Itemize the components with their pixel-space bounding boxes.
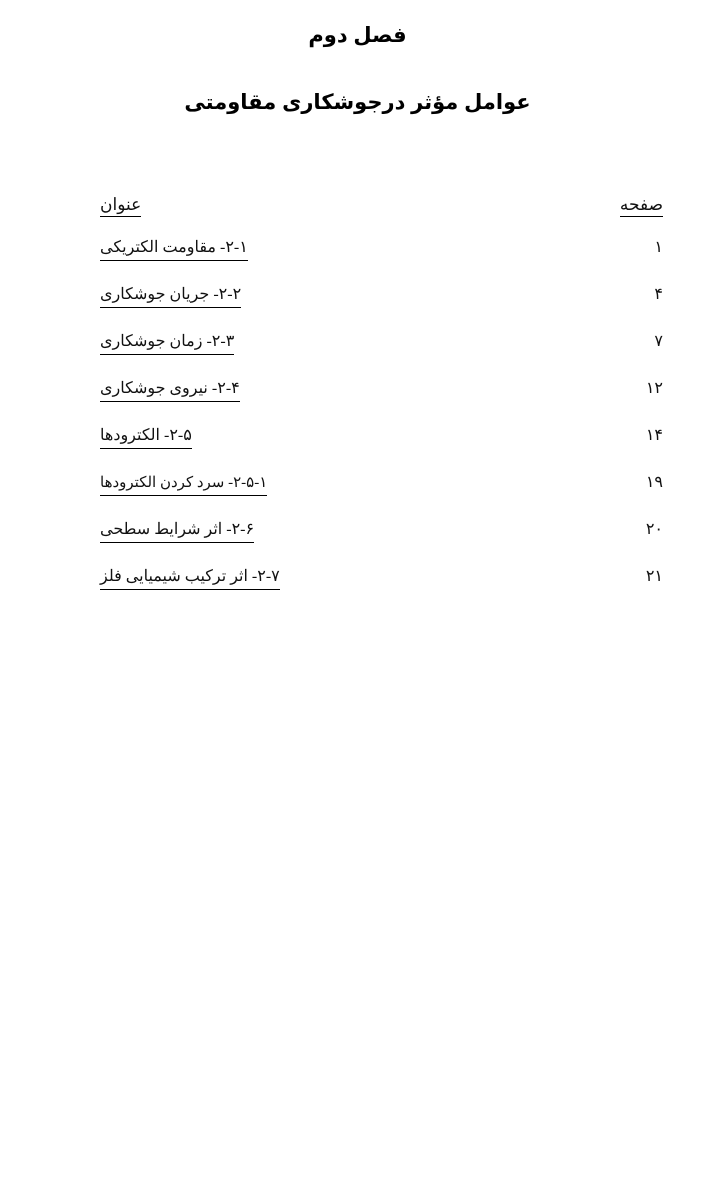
toc-entry-list xyxy=(0,237,715,613)
toc-entry-row[interactable] xyxy=(0,425,715,472)
toc-header-page-col xyxy=(483,195,663,217)
chapter-label: فصل دوم xyxy=(308,24,407,47)
toc-header-title-label: عنوان xyxy=(100,195,141,217)
toc-entry-page-number: ۱۹ xyxy=(645,474,663,492)
toc-header-title-col xyxy=(100,195,483,217)
toc-entry-row[interactable] xyxy=(0,519,715,566)
toc-entry-page-number: ۱۲ xyxy=(645,380,663,398)
toc-entry-page-number: ۷ xyxy=(654,333,663,351)
toc-entry-page-number: ۱۴ xyxy=(645,427,663,445)
toc-entry-row[interactable] xyxy=(0,331,715,378)
toc-entry-title-cell xyxy=(100,519,483,543)
chapter-title: عوامل مؤثر درجوشکاری مقاومتی xyxy=(184,91,531,114)
toc-entry-title-cell xyxy=(100,566,483,590)
toc-entry-title[interactable]: ۲-۶- اثر شرایط سطحی xyxy=(100,519,254,543)
toc-header-row xyxy=(0,195,715,217)
toc-entry-row[interactable] xyxy=(0,237,715,284)
toc-entry-title-cell xyxy=(100,331,483,355)
toc-entry-title-cell xyxy=(100,378,483,402)
toc-entry-page-number: ۲۱ xyxy=(645,568,663,586)
toc-entry-title-cell xyxy=(100,473,483,495)
toc-entry-title-cell xyxy=(100,425,483,449)
toc-entry-title[interactable]: ۲-۴- نیروی جوشکاری xyxy=(100,378,240,402)
toc-entry-title[interactable]: ۲-۷- اثر ترکیب شیمیایی فلز xyxy=(100,566,280,590)
toc-entry-page-number: ۱ xyxy=(654,239,663,257)
toc-entry-title[interactable]: ۲-۲- جریان جوشکاری xyxy=(100,284,241,308)
toc-entry-page-number: ۴ xyxy=(654,286,663,304)
toc-entry-row[interactable] xyxy=(0,472,715,519)
toc-entry-title[interactable]: ۲-۳- زمان جوشکاری xyxy=(100,331,234,355)
toc-header-page-label: صفحه xyxy=(620,195,663,217)
toc-entry-page-cell xyxy=(483,566,663,1195)
toc-entry-title[interactable]: ۲-۱- مقاومت الکتریکی xyxy=(100,237,248,261)
toc-entry-row[interactable] xyxy=(0,566,715,613)
toc-entry-title[interactable]: ۲-۵-۱- سرد کردن الکترودها xyxy=(100,473,267,495)
toc-entry-title[interactable]: ۲-۵- الکترودها xyxy=(100,425,192,449)
toc-entry-page-number: ۲۰ xyxy=(645,521,663,539)
toc-entry-title-cell xyxy=(100,237,483,261)
table-of-contents xyxy=(0,195,715,613)
toc-entry-title-cell xyxy=(100,284,483,308)
toc-entry-row[interactable] xyxy=(0,378,715,425)
toc-entry-row[interactable] xyxy=(0,284,715,331)
